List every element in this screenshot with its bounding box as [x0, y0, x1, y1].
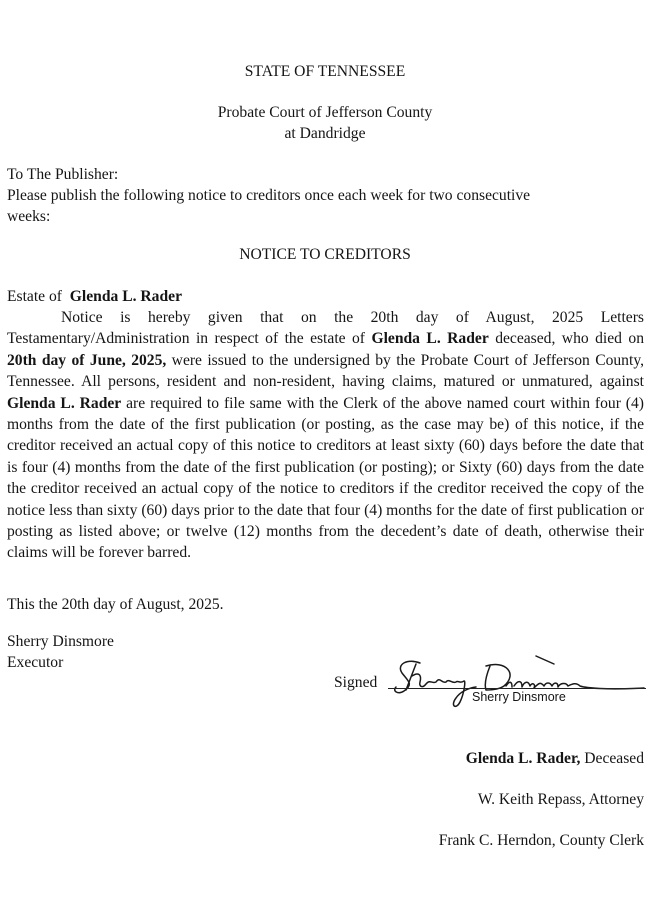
signature-line — [388, 688, 646, 689]
estate-line — [7, 288, 182, 306]
notice-text-1: Notice is hereby given that on the 20th day of August, 2025 Letters Testamentary/Administration in respect of the estate of — [7, 309, 644, 348]
signature-printed-name: Sherry Dinsmore — [472, 690, 566, 704]
estate-prefix: Estate of — [7, 288, 62, 305]
dated-line: This the 20th day of August, 2025. — [7, 596, 224, 613]
notice-body — [7, 307, 644, 564]
court-name: Probate Court of Jefferson County — [217, 104, 433, 121]
footer-decedent-suffix: Deceased — [580, 750, 644, 767]
publisher-salutation: To The Publisher: — [7, 166, 119, 183]
signature-label: Signed — [334, 674, 378, 691]
notice-decedent-name: Glenda L. Rader — [371, 330, 489, 348]
footer-decedent — [466, 750, 644, 768]
court-location: at Dandridge — [284, 125, 366, 142]
publisher-instruction-line1: Please publish the following notice to creditors once each week for two consecutive — [7, 187, 531, 204]
notice-death-date: 20th day of June, 2025, — [7, 351, 167, 369]
executor-name: Sherry Dinsmore — [7, 633, 114, 650]
handwritten-signature — [386, 654, 648, 716]
notice-paragraph — [7, 307, 644, 564]
publisher-instruction-line2: weeks: — [7, 208, 51, 225]
footer-decedent-name: Glenda L. Rader, — [465, 750, 581, 767]
estate-decedent-name: Glenda L. Rader — [69, 288, 182, 305]
notice-text-3: were issued to the undersigned by the Probate Court of Jefferson County, Tennessee. All persons, resident and non-resident, having claims, matured or unmatured, against — [7, 351, 644, 391]
notice-text-4: are required to file same with the Clerk of the above named court within four (4) months from the date of the first publication (or posting, as the case may be) of this notice, if the creditor received an actual copy of this notice to creditors at least sixty (60) days before the date that is four (4) months from the date of the first publication (or posting); or Sixty (60) days from the date the creditor received an actual copy of the notice to creditors if the creditor received the copy of the notice less than sixty (60) days prior to the date that four (4) months for the date of first publication or posting as listed above; or twelve (12) months from the decedent’s date of death, otherwise their claims will be forever barred. — [7, 394, 644, 562]
notice-title: NOTICE TO CREDITORS — [239, 246, 411, 263]
footer-attorney: W. Keith Repass, Attorney — [477, 791, 644, 808]
notice-text-2: deceased, who died on — [488, 330, 644, 348]
footer-clerk: Frank C. Herndon, County Clerk — [438, 832, 644, 849]
signature-block — [330, 654, 648, 714]
state-heading: STATE OF TENNESSEE — [244, 63, 406, 80]
executor-role: Executor — [7, 654, 64, 671]
notice-decedent-name-2: Glenda L. Rader — [7, 394, 122, 412]
